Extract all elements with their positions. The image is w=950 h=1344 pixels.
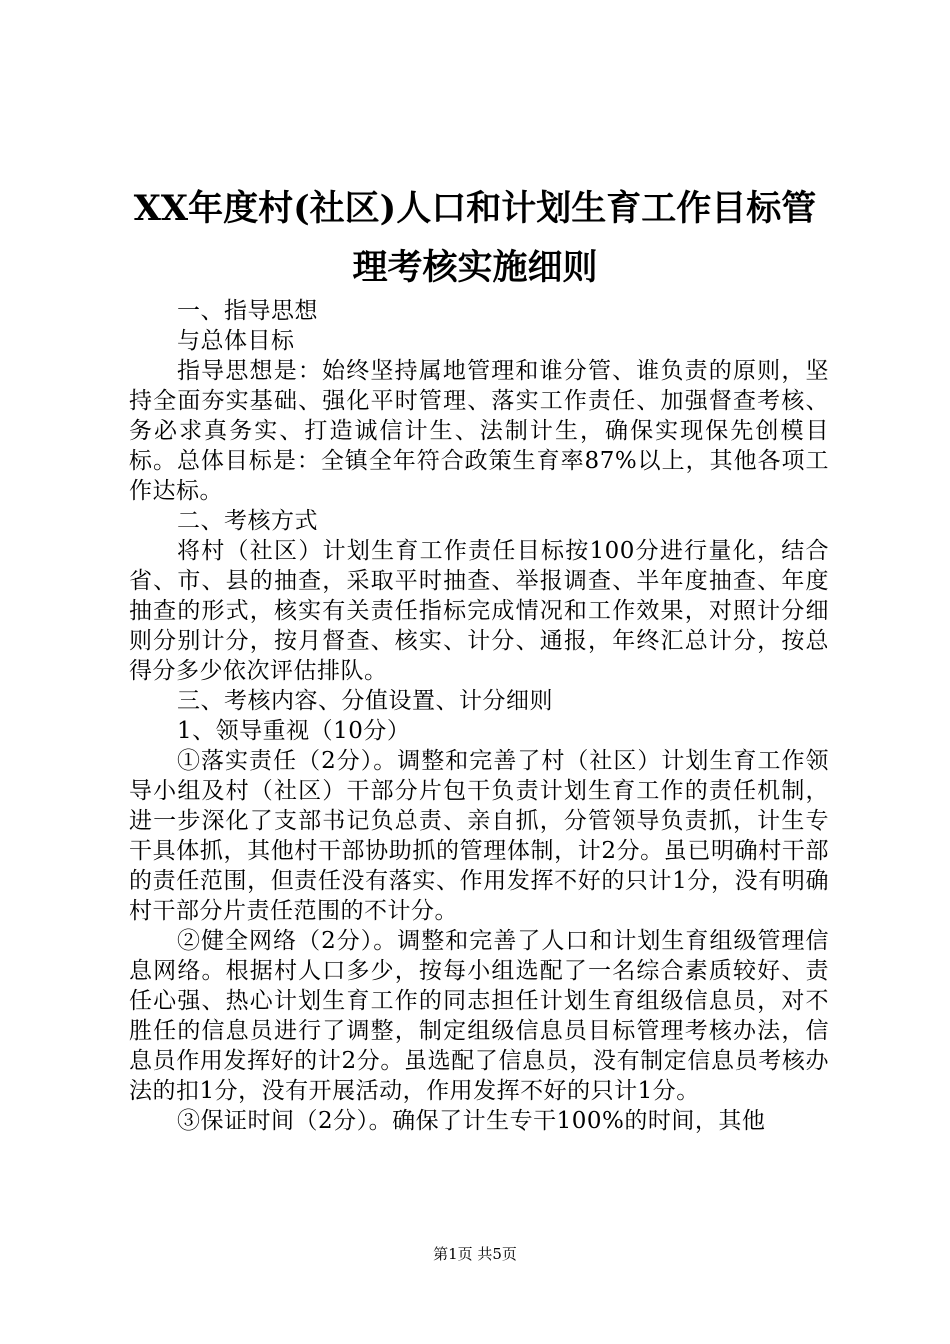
section-heading-overall-goal: 与总体目标 [177,328,295,354]
document-title-line-1: XX年度村(社区)人口和计划生育工作目标管 [133,188,817,229]
document-title-line-2: 理考核实施细则 [352,247,598,288]
page-footer: 第1页 共5页 [433,1245,517,1263]
paragraph-item-3: ③保证时间（2分）。确保了计生专干100%的时间，其他 [177,1108,766,1134]
section-heading-assessment-content: 三、考核内容、分值设置、计分细则 [177,688,553,714]
document-body [129,296,829,1136]
section-heading-guiding-ideology: 一、指导思想 [177,298,318,324]
paragraph-guiding-ideology: 指导思想是：始终坚持属地管理和谁分管、谁负责的原则，坚持全面夯实基础、强化平时管理、落实工作责任、加强督查考核、务必求真务实、打造诚信计生、法制计生，确保实现保先创模目标。总体目标是：全镇全年符合政策生育率87%以上，其他各项工作达标。 [129,358,829,504]
section-heading-assessment-method: 二、考核方式 [177,508,318,534]
paragraph-item-2: ②健全网络（2分）。调整和完善了人口和计划生育组级管理信息网络。根据村人口多少，按每小组选配了一名综合素质较好、责任心强、热心计划生育工作的同志担任计划生育组级信息员，对不胜任的信息员进行了调整，制定组级信息员目标管理考核办法，信息员作用发挥好的计2分。虽选配了信息员，没有制定信息员考核办法的扣1分，没有开展活动，作用发挥不好的只计1分。 [129,928,829,1104]
subheading-leadership: 1、领导重视（10分） [177,718,411,744]
paragraph-item-1: ①落实责任（2分）。调整和完善了村（社区）计划生育工作领导小组及村（社区）干部分片包干负责计划生育工作的责任机制，进一步深化了支部书记负总责、亲自抓，分管领导负责抓，计生专干具体抓，其他村干部协助抓的管理体制，计2分。虽已明确村干部的责任范围，但责任没有落实、作用发挥不好的只计1分，没有明确村干部分片责任范围的不计分。 [129,748,829,924]
paragraph-assessment-method: 将村（社区）计划生育工作责任目标按100分进行量化，结合省、市、县的抽查，采取平时抽查、举报调查、半年度抽查、年度抽查的形式，核实有关责任指标完成情况和工作效果，对照计分细则分别计分，按月督查、核实、计分、通报，年终汇总计分，按总得分多少依次评估排队。 [129,538,829,684]
